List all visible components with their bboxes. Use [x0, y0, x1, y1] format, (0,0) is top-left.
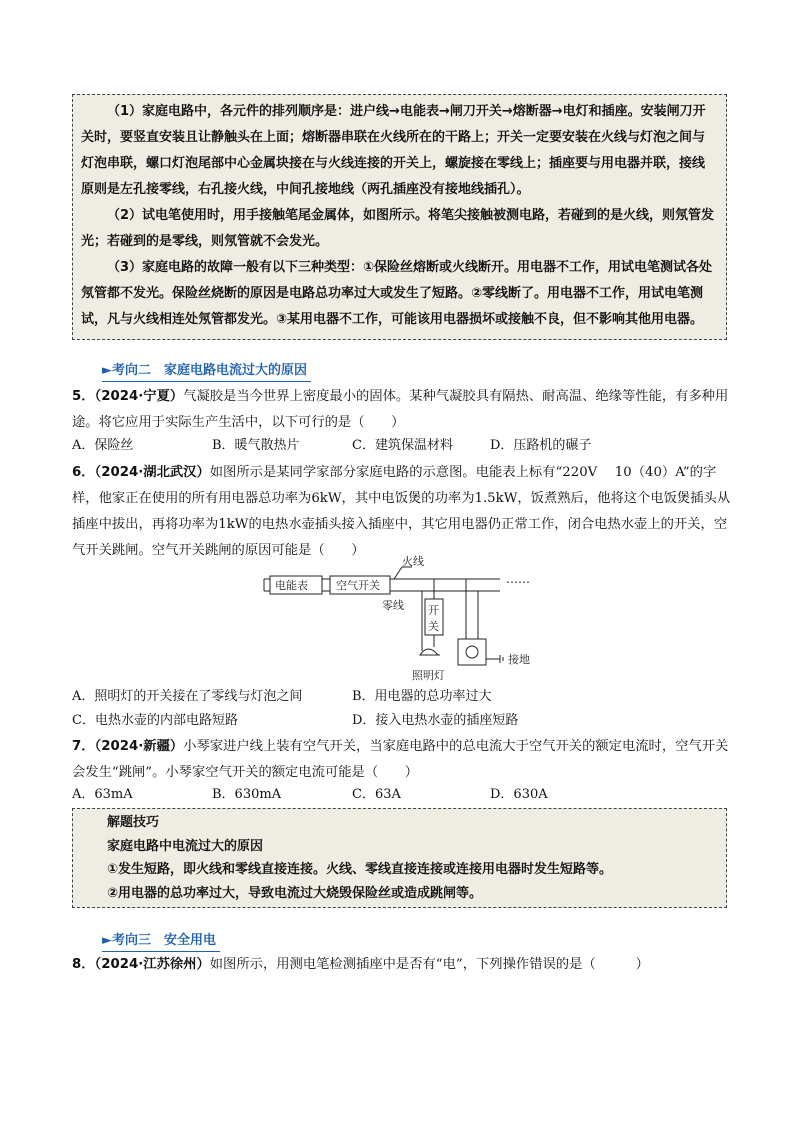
option-c[interactable]: C．建筑保温材料 [352, 438, 453, 453]
tips-paragraph-1: （1）家庭电路中，各元件的排列顺序是：进户线→电能表→闸刀开关→熔断器→电灯和插座。安装闸刀开关时，要竖直安装且让静触头在上面；熔断器串联在火线所在的干路上；开关一定要安装在火线与灯泡之间与灯泡串联，螺口灯泡尾部中心金属块接在与火线连接的开关上，螺旋接在零线上；插座要与用电器并联，接线原则是左孔接零线，右孔接火线，中间孔接地线（两孔插座没有接地线插孔）。 [81, 104, 706, 197]
socket-box [458, 639, 486, 665]
section-title-3: ►考向三 安全用电 [102, 931, 220, 952]
question-number: 5． [72, 389, 95, 404]
option-a[interactable]: A．照明灯的开关接在了零线与灯泡之间 [72, 689, 303, 704]
tips-point-2: ②用电器的总功率过大，导致电流过大烧毁保险丝或造成跳闸等。 [107, 886, 483, 901]
option-c[interactable]: C．63A [352, 787, 401, 802]
option-b[interactable]: B．630mA [212, 787, 282, 802]
option-d[interactable]: D．压路机的碾子 [490, 438, 592, 453]
q6-options-row-2 [72, 709, 732, 733]
option-b[interactable]: B．暖气散热片 [212, 438, 300, 453]
switch-label-2: 关 [428, 620, 439, 633]
question-number: 7． [72, 739, 95, 754]
question-source: （2024·湖北武汉） [94, 465, 210, 480]
neutral-label: 零线 [382, 599, 404, 612]
question-7 [72, 734, 732, 786]
tips-box-1 [72, 94, 727, 340]
question-source: （2024·江苏徐州） [94, 957, 210, 972]
tips-paragraph-2: （2）试电笔使用时，用手接触笔尾金属体，如图所示。将笔尖接触被测电路，若碰到的是火线，则氖管发光；若碰到的是零线，则氖管就不会发光。 [81, 208, 715, 249]
live-label: 火线 [402, 555, 424, 568]
continuation-dots: …… [506, 572, 530, 586]
option-a[interactable]: A．保险丝 [72, 438, 134, 453]
tips-heading: 解题技巧 [107, 815, 160, 830]
option-d[interactable]: D．630A [490, 787, 548, 802]
breaker-label: 空气开关 [336, 579, 380, 592]
question-text: 气凝胶是当今世界上密度最小的固体。某种气凝胶具有隔热、耐高温、绝缘等性能，有多种用途。将它应用于实际生产生活中，以下可行的是（ ） [72, 389, 729, 430]
question-number: 8． [72, 957, 95, 972]
lamp-symbol [420, 649, 438, 655]
question-text: 如图所示是某同学家部分家庭电路的示意图。电能表上标有“220V 10（40）A”的字样，他家正在使用的所有用电器总功率为6kW，其中电饭煲的功率为1.5kW，饭煮熟后，他将这个电饭煲插头从插座中拔出，再将功率为1kW的电热水壶插头接入插座中，其它用电器仍正常工作，闭合电热水壶上的开关，空气开关跳闸。空气开关跳闸的原因可能是（ ） [72, 465, 731, 558]
tips-paragraph-3: （3）家庭电路的故障一般有以下三种类型：①保险丝熔断或火线断开。用电器不工作，用试电笔测试各处氖管都不发光。保险丝烧断的原因是电路总功率过大或发生了短路。②零线断了。用电器不工作，用试电笔测试，凡与火线相连处氖管都发光。③某用电器不工作，可能该用电器损坏或接触不良，但不影响其他用电器。 [81, 260, 713, 327]
section-title-2: ►考向二 家庭电路电流过大的原因 [102, 361, 311, 382]
tips-box-2 [72, 808, 727, 908]
tips-subheading: 家庭电路中电流过大的原因 [107, 839, 264, 854]
question-6 [72, 460, 732, 564]
ground-label: 接地 [508, 653, 530, 666]
q6-options-row-1 [72, 685, 732, 709]
option-d[interactable]: D．接入电热水壶的插座短路 [352, 713, 519, 728]
circuit-diagram [262, 555, 552, 685]
question-source: （2024·新疆） [94, 739, 184, 754]
option-b[interactable]: B．用电器的总功率过大 [352, 689, 492, 704]
q7-options [72, 783, 732, 807]
question-5 [72, 384, 732, 436]
meter-label: 电能表 [275, 579, 308, 592]
lamp-label: 照明灯 [412, 669, 445, 682]
question-8 [72, 952, 732, 978]
q5-options [72, 434, 732, 458]
option-c[interactable]: C．电热水壶的内部电路短路 [72, 713, 238, 728]
tips-point-1: ①发生短路，即火线和零线直接连接。火线、零线直接连接或连接用电器时发生短路等。 [107, 862, 613, 877]
option-a[interactable]: A．63mA [72, 787, 133, 802]
question-source: （2024·宁夏） [94, 389, 184, 404]
question-text: 小琴家进户线上装有空气开关，当家庭电路中的总电流大于空气开关的额定电流时，空气开关会发生“跳闸”。小琴家空气开关的额定电流可能是（ ） [72, 739, 729, 780]
question-number: 6． [72, 465, 95, 480]
switch-label-1: 开 [428, 604, 439, 617]
question-text: 如图所示，用测电笔检测插座中是否有“电”，下列操作错误的是（ ） [209, 957, 649, 972]
